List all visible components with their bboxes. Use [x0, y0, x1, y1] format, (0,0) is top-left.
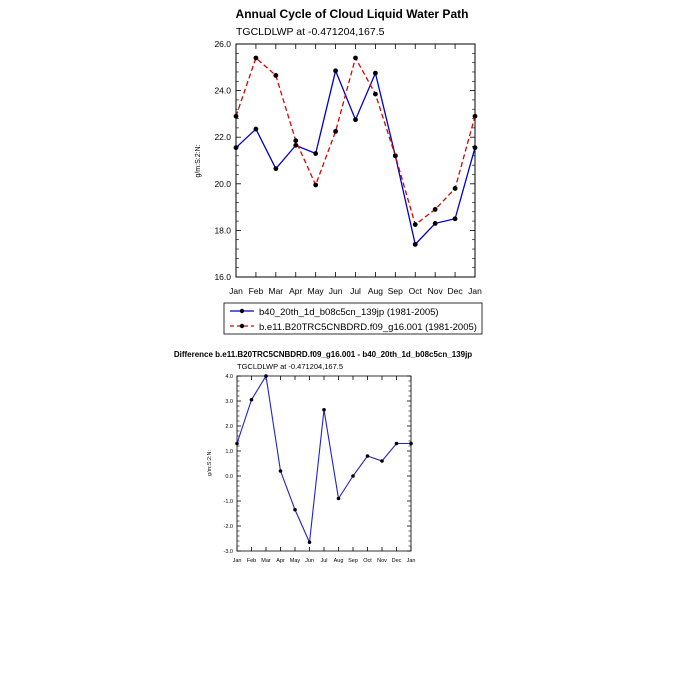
x-tick-label: Aug	[333, 558, 344, 564]
x-tick-label: Jun	[305, 558, 314, 564]
series-2-point	[393, 153, 398, 158]
x-tick-label: Aug	[367, 286, 383, 296]
x-tick-label: Jan	[232, 558, 242, 564]
series-2-point	[473, 114, 478, 119]
bottom-chart-series	[235, 374, 413, 544]
series-2-point	[353, 56, 358, 61]
x-tick-label: Mar	[268, 286, 284, 296]
bottom-chart-subtitle: TGCLDLWP at -0.471204,167.5	[237, 362, 344, 371]
series-1-point	[333, 68, 338, 73]
y-tick-label: -3.0	[223, 548, 233, 555]
y-tick-label: 2.0	[225, 423, 233, 430]
series-1-point	[473, 145, 478, 150]
x-tick-label: Jul	[320, 558, 328, 564]
series-1-point	[273, 166, 278, 171]
series-2-point	[333, 129, 338, 134]
series-1-point	[409, 442, 413, 446]
bottom-chart	[174, 350, 472, 564]
x-tick-label: Dec	[391, 558, 402, 564]
legend-label-series-1: b40_20th_1d_b08c5cn_139jp (1981-2005)	[259, 307, 439, 318]
series-1-point	[322, 408, 326, 412]
x-tick-label: May	[289, 558, 301, 564]
series-2-point	[273, 73, 278, 78]
y-tick-label: 4.0	[225, 373, 233, 380]
series-1-point	[264, 374, 268, 378]
x-tick-label: Apr	[289, 286, 303, 296]
series-line-2	[236, 58, 475, 225]
series-1-point	[235, 442, 239, 446]
x-tick-label: Nov	[427, 286, 443, 296]
y-tick-label: 1.0	[225, 448, 233, 455]
x-tick-label: May	[307, 286, 324, 296]
top-chart-ticks	[214, 39, 482, 296]
series-2-point	[293, 138, 298, 143]
y-tick-label: 16.0	[214, 271, 231, 282]
series-1-point	[337, 497, 341, 501]
series-2-point	[313, 183, 318, 188]
x-tick-label: Oct	[408, 286, 422, 296]
series-2-point	[373, 92, 378, 97]
x-tick-label: Dec	[447, 286, 463, 296]
y-tick-label: 26.0	[214, 38, 231, 49]
x-tick-label: Nov	[377, 558, 387, 564]
series-2-point	[254, 56, 259, 61]
series-1-point	[366, 454, 370, 458]
series-1-point	[353, 117, 358, 122]
legend-marker-series-1	[240, 309, 244, 313]
x-tick-label: Jan	[229, 286, 243, 296]
bottom-chart-y-axis-label: g/m:S:2:N:	[207, 450, 213, 476]
y-tick-label: 3.0	[225, 398, 233, 405]
x-tick-label: Mar	[261, 558, 271, 564]
bottom-chart-plot-frame	[237, 376, 411, 551]
series-1-point	[373, 71, 378, 76]
bottom-chart-title: Difference b.e11.B20TRC5CNBDRD.f09_g16.001 - b40_20th_1d_b08c5cn_139jp	[173, 350, 473, 359]
series-1-point	[293, 508, 297, 512]
series-1-point	[380, 459, 384, 463]
x-tick-label: Apr	[276, 558, 285, 564]
series-1-point	[433, 221, 438, 226]
x-tick-label: Jan	[468, 286, 482, 296]
x-tick-label: Feb	[246, 558, 257, 564]
x-tick-label: Sep	[387, 286, 403, 296]
x-tick-label: Jun	[328, 286, 343, 296]
series-line-1	[237, 376, 411, 542]
y-tick-label: 0.0	[225, 473, 233, 480]
series-1-point	[453, 216, 458, 221]
top-chart-title: Annual Cycle of Cloud Liquid Water Path	[235, 7, 469, 21]
top-chart-series	[234, 56, 478, 247]
legend-label-series-2: b.e11.B20TRC5CNBDRD.f09_g16.001 (1981-2005)	[259, 322, 477, 333]
y-tick-label: 22.0	[214, 132, 231, 143]
x-tick-label: Jan	[406, 558, 416, 564]
series-2-point	[234, 114, 239, 119]
series-1-point	[293, 143, 298, 148]
series-1-point	[279, 469, 283, 473]
top-chart-y-axis-label: g/m:S:2:N:	[195, 144, 202, 178]
legend-marker-series-2	[240, 324, 244, 328]
series-1-point	[313, 151, 318, 156]
series-1-point	[395, 442, 399, 446]
x-tick-label: Oct	[363, 558, 372, 564]
top-chart	[195, 7, 482, 334]
y-tick-label: -2.0	[223, 523, 233, 530]
series-1-point	[308, 540, 312, 544]
series-2-point	[433, 207, 438, 212]
series-1-point	[254, 127, 259, 132]
series-2-point	[453, 186, 458, 191]
y-tick-label: 18.0	[214, 225, 231, 236]
top-chart-subtitle: TGCLDLWP at -0.471204,167.5	[236, 26, 385, 38]
series-line-1	[236, 71, 475, 245]
bottom-chart-ticks	[224, 374, 416, 564]
y-tick-label: 20.0	[214, 178, 231, 189]
series-1-point	[413, 242, 418, 247]
y-tick-label: 24.0	[214, 85, 231, 96]
series-2-point	[413, 222, 418, 227]
x-tick-label: Jul	[350, 286, 361, 296]
series-1-point	[351, 474, 355, 478]
y-tick-label: -1.0	[223, 498, 233, 505]
x-tick-label: Feb	[248, 286, 264, 296]
series-1-point	[250, 398, 254, 402]
series-1-point	[234, 145, 239, 150]
x-tick-label: Sep	[348, 558, 358, 564]
